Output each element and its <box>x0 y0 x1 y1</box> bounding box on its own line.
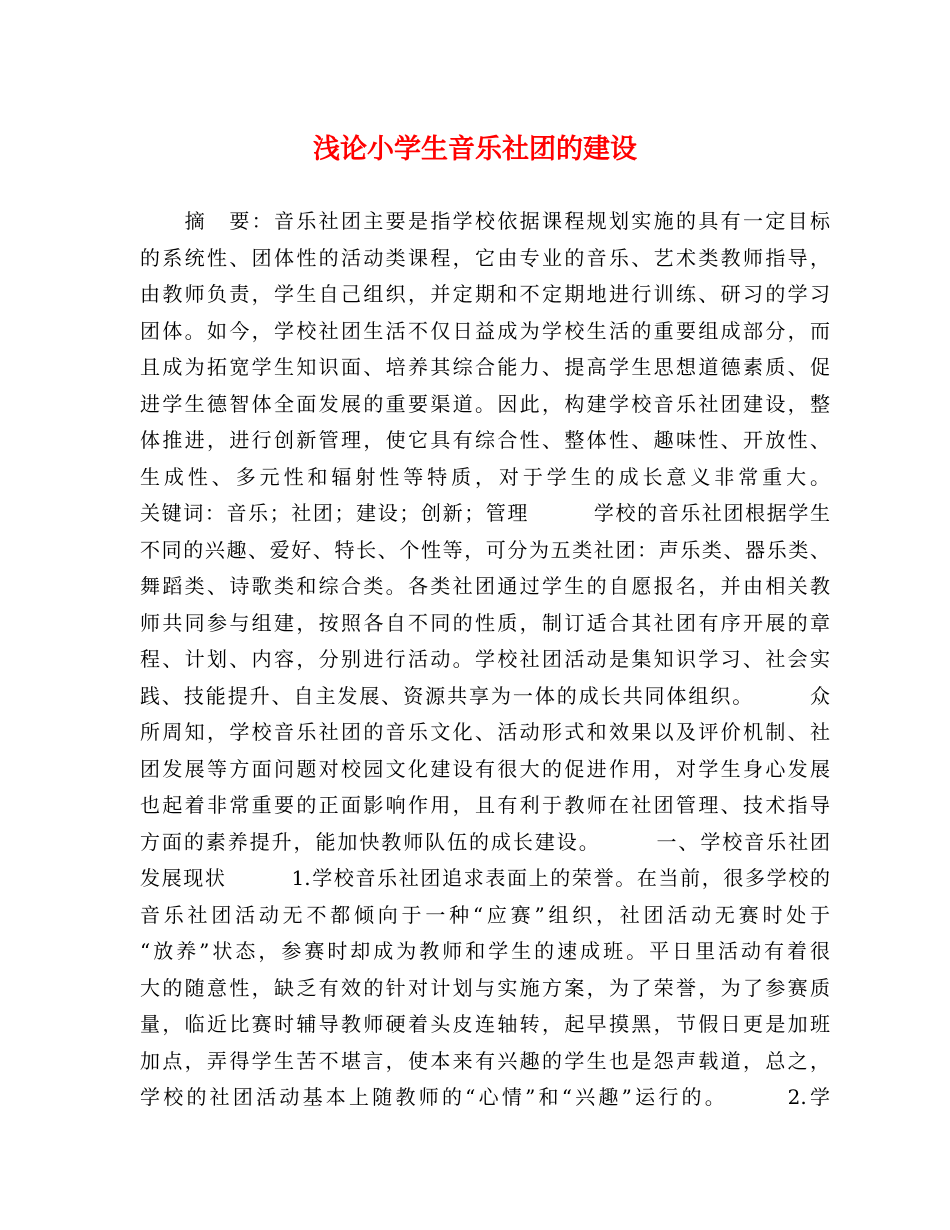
body-line: 师共同参与组建，按照各自不同的性质，制订适合其社团有序开展的章 <box>140 610 830 635</box>
body-line: 也起着非常重要的正面影响作用，且有利于教师在社团管理、技术指导 <box>140 793 830 817</box>
body-line: 且成为拓宽学生知识面、培养其综合能力、提高学生思想道德素质、促 <box>140 355 830 379</box>
body-line: 学校的社团活动基本上随教师的“心情”和“兴趣”运行的。 2.学 <box>140 1085 830 1109</box>
body-line: 方面的素养提升，能加快教师队伍的成长建设。 一、学校音乐社团 <box>140 829 830 854</box>
body-line: 音乐社团活动无不都倾向于一种“应赛”组织，社团活动无赛时处于 <box>140 902 830 927</box>
body-line: 团发展等方面问题对校园文化建设有很大的促进作用，对学生身心发展 <box>140 756 830 781</box>
body-line: 体推进，进行创新管理，使它具有综合性、整体性、趣味性、开放性、 <box>140 428 830 452</box>
body-line: 生成性、多元性和辐射性等特质，对于学生的成长意义非常重大。 <box>140 464 830 489</box>
body-line: 程、计划、内容，分别进行活动。学校社团活动是集知识学习、社会实 <box>140 647 830 671</box>
body-line: 大的随意性，缺乏有效的针对计划与实施方案，为了荣誉，为了参赛质 <box>140 975 830 1000</box>
body-line: 加点，弄得学生苦不堪言，使本来有兴趣的学生也是怨声载道，总之， <box>140 1048 830 1073</box>
document-body <box>140 203 830 1116</box>
body-line: 团体。如今，学校社团生活不仅日益成为学校生活的重要组成部分，而 <box>140 318 830 343</box>
body-line: 所周知，学校音乐社团的音乐文化、活动形式和效果以及评价机制、社 <box>140 720 830 744</box>
body-line: 发展现状 1.学校音乐社团追求表面上的荣誉。在当前，很多学校的 <box>140 866 830 890</box>
body-line: 不同的兴趣、爱好、特长、个性等，可分为五类社团：声乐类、器乐类、 <box>140 537 830 562</box>
body-line: 践、技能提升、自主发展、资源共享为一体的成长共同体组织。 众 <box>140 683 830 708</box>
body-line: 摘 要：音乐社团主要是指学校依据课程规划实施的具有一定目标 <box>140 209 830 233</box>
body-line: 舞蹈类、诗歌类和综合类。各类社团通过学生的自愿报名，并由相关教 <box>140 574 830 598</box>
body-line: 进学生德智体全面发展的重要渠道。因此，构建学校音乐社团建设，整 <box>140 391 830 416</box>
body-line: “放养”状态，参赛时却成为教师和学生的速成班。平日里活动有着很 <box>140 939 830 963</box>
body-line: 关键词：音乐；社团；建设；创新；管理 学校的音乐社团根据学生 <box>140 501 830 525</box>
body-line: 由教师负责，学生自己组织，并定期和不定期地进行训练、研习的学习 <box>140 282 830 306</box>
document-title: 浅论小学生音乐社团的建设 <box>313 134 637 165</box>
body-line: 的系统性、团体性的活动类课程，它由专业的音乐、艺术类教师指导， <box>140 245 830 270</box>
body-line: 量，临近比赛时辅导教师硬着头皮连轴转，起早摸黑，节假日更是加班 <box>140 1012 830 1036</box>
